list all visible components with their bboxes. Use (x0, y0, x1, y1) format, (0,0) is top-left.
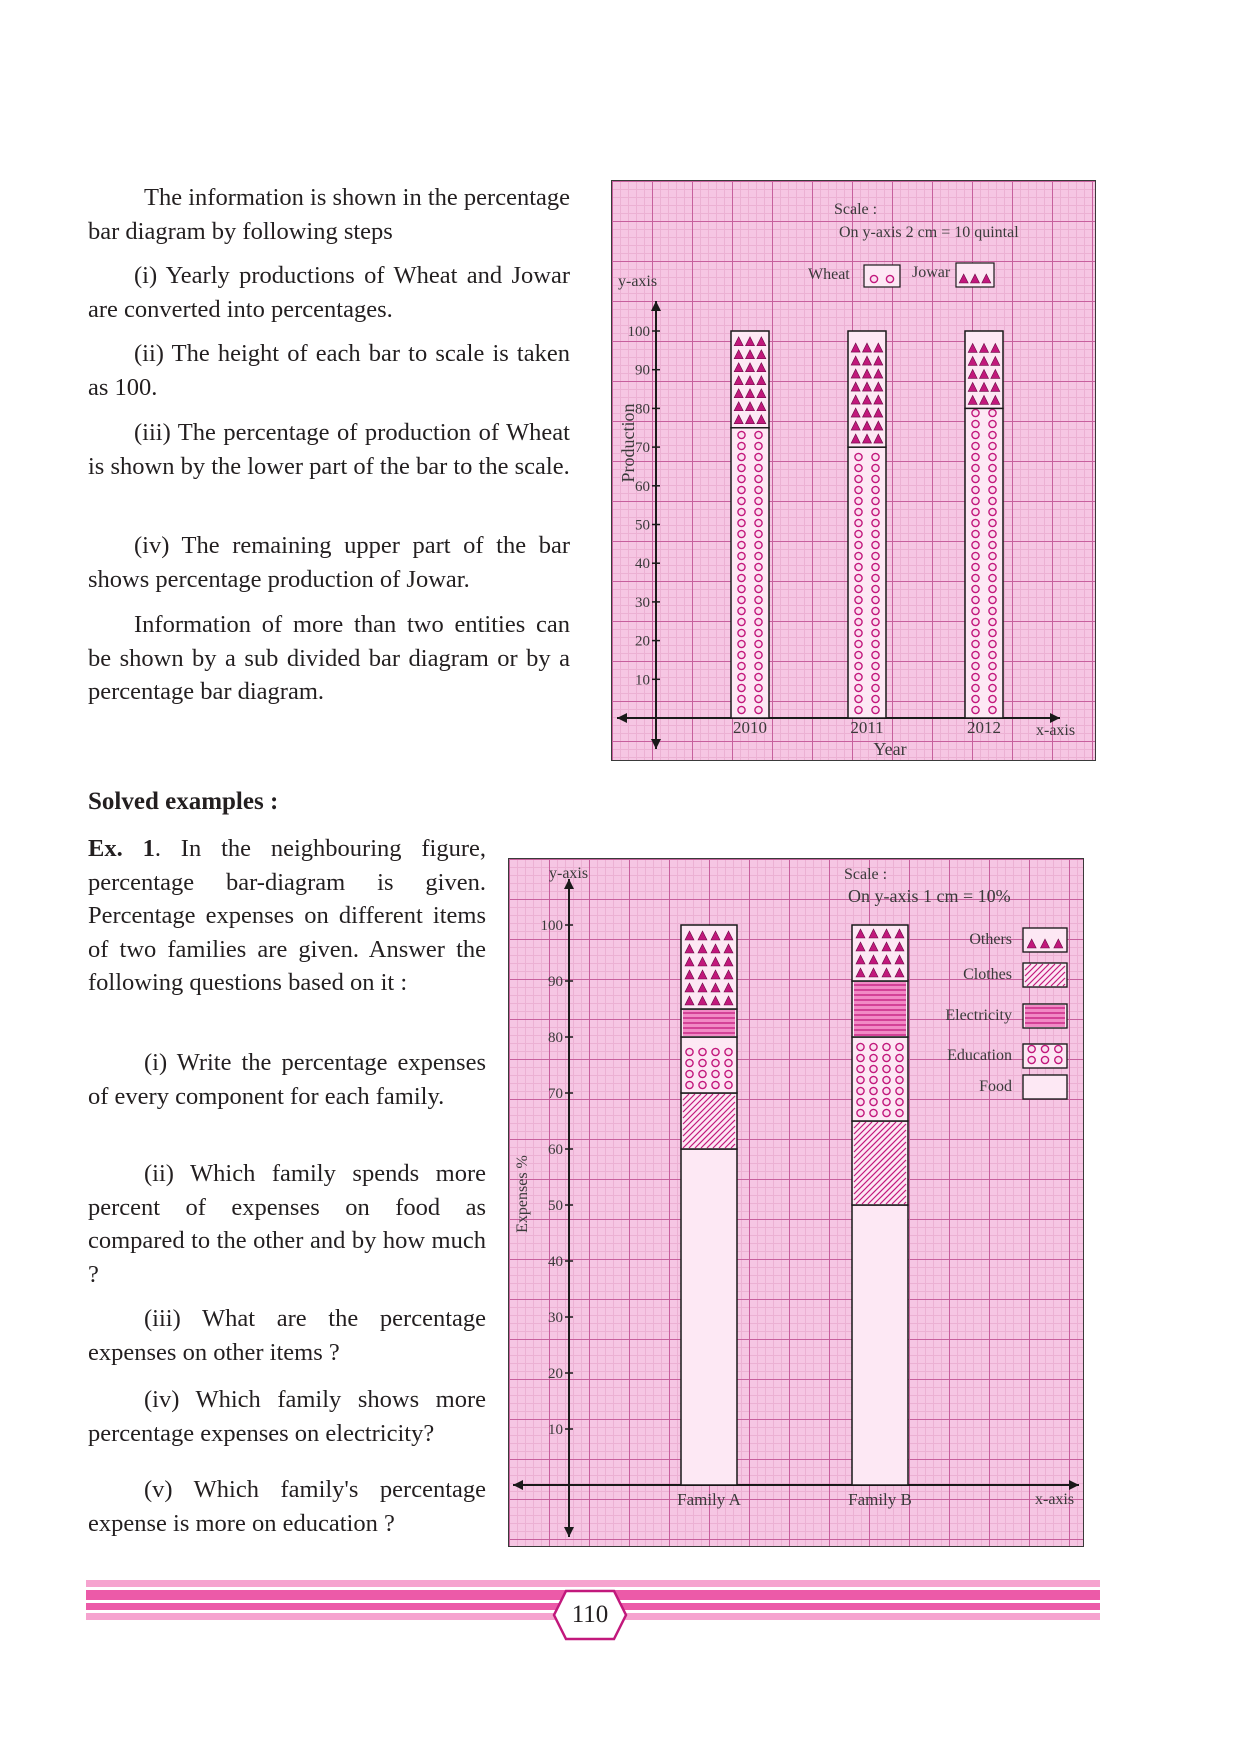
step-1-paragraph: (i) Yearly productions of Wheat and Jowar are converted into percentages. (88, 262, 570, 323)
y-axis-name-label: y-axis (618, 273, 658, 290)
question-4: (iv) Which family shows more percentage expenses on electricity? (88, 1386, 486, 1447)
y-tick-label: 100 (540, 918, 563, 934)
x-axis-arrow-right (1069, 1480, 1079, 1490)
page-number: 110 (571, 1601, 609, 1628)
bar-segment-wheat-0 (731, 428, 769, 718)
category-label: 2011 (850, 718, 884, 737)
scale-label: Scale : (844, 866, 888, 883)
y-tick-label: 30 (635, 594, 650, 611)
x-axis-name-label: x-axis (1036, 722, 1076, 739)
category-label: Family A (677, 1490, 741, 1509)
bar-segment-education-0 (681, 1037, 737, 1093)
legend-swatch-others (1023, 928, 1067, 952)
y-axis-title: Production (618, 403, 638, 483)
y-tick-label: 10 (635, 672, 650, 689)
legend (945, 928, 1067, 1099)
category-label: 2010 (733, 718, 767, 737)
scale-text: On y-axis 1 cm = 10% (848, 886, 1011, 906)
y-tick-label: 40 (548, 1254, 563, 1270)
legend-swatch-clothes (1023, 963, 1067, 987)
y-tick-label: 40 (635, 556, 650, 573)
legend-swatch-wheat (864, 265, 900, 287)
y-axis-arrow-down (651, 739, 661, 749)
bar-segment-food-1 (852, 1205, 908, 1485)
legend-label-wheat: Wheat (808, 266, 850, 283)
legend-label-electricity: Electricity (945, 1007, 1012, 1024)
legend-label-others: Others (969, 931, 1012, 948)
y-tick-label: 100 (627, 324, 650, 340)
y-axis-title: Expenses % (514, 1155, 531, 1233)
bar-segment-education-1 (852, 1037, 908, 1121)
y-axis-arrow-down (564, 1527, 574, 1537)
step-3-paragraph: (iii) The percentage of production of Wheat is shown by the lower part of the bar to the scale. (88, 419, 570, 480)
bar-segment-jowar-0 (731, 331, 769, 428)
y-tick-label: 90 (635, 362, 650, 379)
legend (808, 263, 994, 287)
y-tick-label: 10 (548, 1422, 563, 1438)
bar-segment-wheat-2 (965, 408, 1003, 718)
footer-band-top (86, 1580, 1100, 1587)
step-4-paragraph: (iv) The remaining upper part of the bar shows percentage production of Jowar. (88, 532, 570, 593)
x-axis-name-label: x-axis (1035, 1491, 1075, 1508)
y-tick-label: 80 (548, 1030, 563, 1046)
bar-segment-electricity-0 (681, 1009, 737, 1037)
solved-examples-heading: Solved examples : (88, 788, 279, 815)
example-1-text: Ex. 1. In the neighbouring figure, percentage bar-diagram is given. Percentage expenses on different items of two families are given. Answer the following questions based on it : (88, 835, 486, 996)
y-tick-label: 20 (548, 1366, 563, 1382)
family-expenses-bar-chart (508, 858, 1084, 1547)
y-axis-name-label: y-axis (549, 865, 589, 882)
legend-swatch-electricity (1023, 1004, 1067, 1028)
y-tick-label: 60 (635, 478, 650, 495)
legend-label-jowar: Jowar (912, 264, 951, 281)
y-tick-label: 80 (635, 401, 650, 418)
bar-segment-clothes-1 (852, 1121, 908, 1205)
y-axis-arrow-up (651, 301, 661, 311)
y-tick-label: 50 (548, 1198, 563, 1214)
legend-swatch-jowar (956, 263, 994, 287)
example-label: Ex. 1 (88, 835, 155, 862)
category-label: 2012 (967, 718, 1001, 737)
legend-swatch-food (1023, 1075, 1067, 1099)
legend-label-food: Food (979, 1078, 1012, 1095)
bar-segment-jowar-2 (965, 331, 1003, 408)
bar-segment-wheat-1 (848, 447, 886, 718)
scale-label: Scale : (834, 201, 878, 218)
bar-segment-others-1 (852, 925, 908, 981)
y-tick-label: 60 (548, 1142, 563, 1158)
y-tick-label: 30 (548, 1310, 563, 1326)
bar-segment-jowar-1 (848, 331, 886, 447)
entities-paragraph: Information of more than two entities can be shown by a sub divided bar diagram or by a percentage bar diagram. (88, 611, 570, 705)
y-tick-label: 70 (548, 1086, 563, 1102)
question-2: (ii) Which family spends more percent of expenses on food as compared to the other and by how much ? (88, 1160, 486, 1288)
category-label: Family B (848, 1490, 912, 1509)
legend-label-education: Education (947, 1047, 1012, 1064)
production-percentage-bar-chart (611, 180, 1096, 761)
question-3: (iii) What are the percentage expenses on other items ? (88, 1305, 486, 1366)
x-axis-arrow-left (513, 1480, 523, 1490)
question-5: (v) Which family's percentage expense is more on education ? (88, 1476, 486, 1537)
intro-paragraph: The information is shown in the percentage bar diagram by following steps (88, 184, 570, 245)
y-tick-label: 70 (635, 440, 650, 457)
legend-label-clothes: Clothes (963, 966, 1012, 983)
bar-segment-clothes-0 (681, 1093, 737, 1149)
bar-segment-others-0 (681, 925, 737, 1009)
step-2-paragraph: (ii) The height of each bar to scale is taken as 100. (88, 340, 570, 401)
scale-text: On y-axis 2 cm = 10 quintal (839, 224, 1019, 241)
y-tick-label: 20 (635, 633, 650, 650)
y-tick-label: 50 (635, 517, 650, 534)
y-tick-label: 90 (548, 974, 563, 990)
legend-swatch-education (1023, 1044, 1067, 1068)
bar-segment-food-0 (681, 1149, 737, 1485)
x-axis-title: Year (873, 739, 907, 759)
question-1: (i) Write the percentage expenses of every component for each family. (88, 1049, 486, 1110)
bar-segment-electricity-1 (852, 981, 908, 1037)
x-axis-arrow-left (617, 713, 627, 723)
